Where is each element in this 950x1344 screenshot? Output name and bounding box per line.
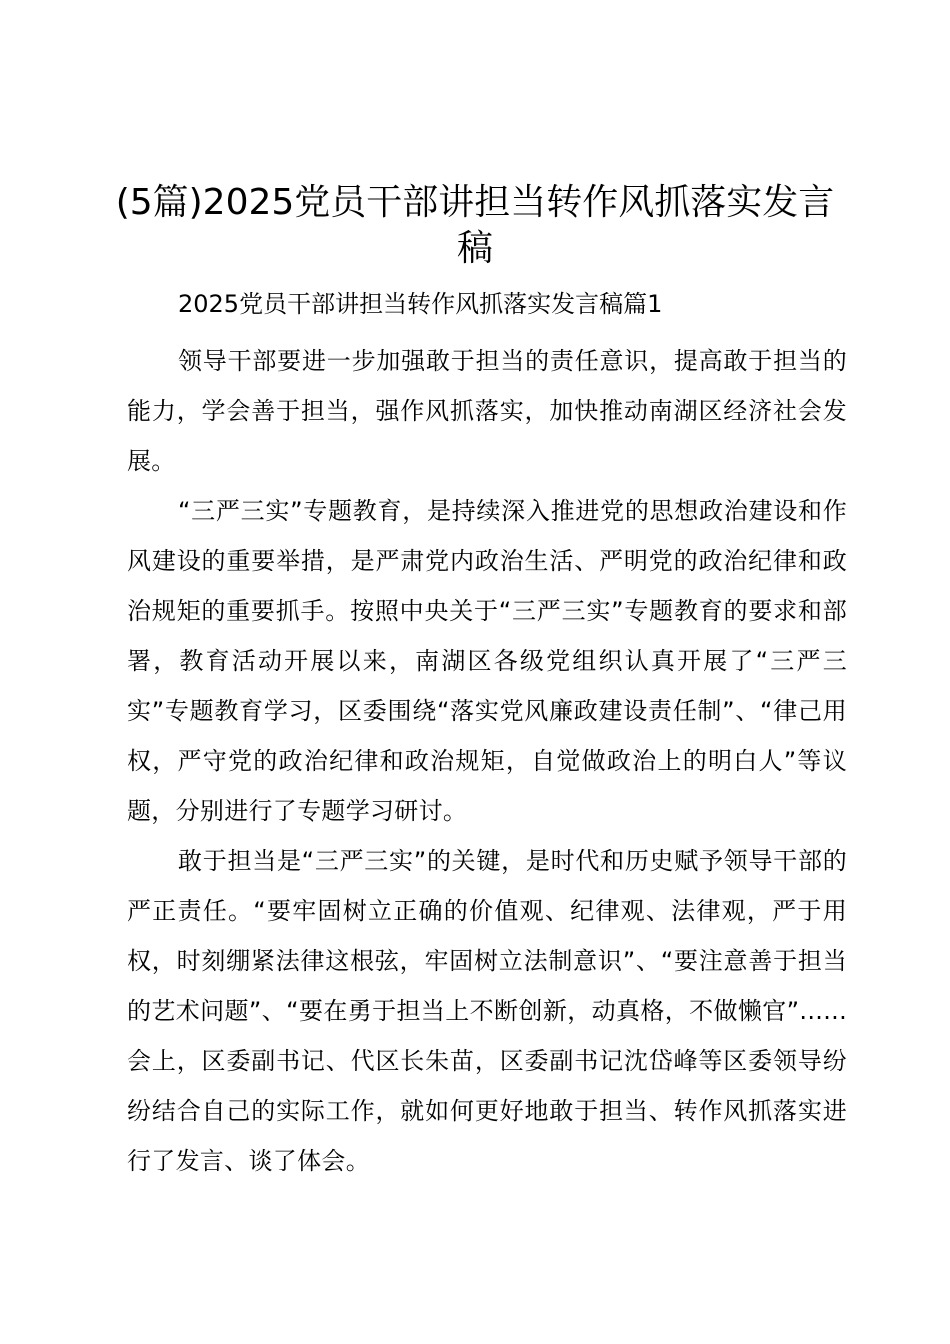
document-body bbox=[127, 336, 847, 1186]
paragraph-2: “三严三实”专题教育，是持续深入推进党的思想政治建设和作风建设的重要举措，是严肃党内政治生活、严明党的政治纪律和政治规矩的重要抓手。按照中央关于“三严三实”专题教育的要求和部署，教育活动开展以来，南湖区各级党组织认真开展了“三严三实”专题教育学习，区委围绕“落实党风廉政建设责任制”、“律己用权，严守党的政治纪律和政治规矩，自觉做政治上的明白人”等议题，分别进行了专题学习研讨。 bbox=[127, 497, 847, 825]
section-heading: 2025党员干部讲担当转作风抓落实发言稿篇1 bbox=[178, 290, 663, 318]
paragraph-3: 敢于担当是“三严三实”的关键，是时代和历史赋予领导干部的严正责任。“要牢固树立正确的价值观、纪律观、法律观，严于用权，时刻绷紧法律这根弦，牢固树立法制意识”、“要注意善于担当的艺术问题”、“要在勇于担当上不断创新，动真格，不做懒官”......会上，区委副书记、代区长朱苗，区委副书记沈岱峰等区委领导纷纷结合自己的实际工作，就如何更好地敢于担当、转作风抓落实进行了发言、谈了体会。 bbox=[127, 847, 847, 1175]
document-title: (5篇)2025党员干部讲担当转作风抓落实发言稿 bbox=[115, 182, 835, 269]
paragraph-1: 领导干部要进一步加强敢于担当的责任意识，提高敢于担当的能力，学会善于担当，强作风抓落实，加快推动南湖区经济社会发展。 bbox=[127, 347, 847, 475]
